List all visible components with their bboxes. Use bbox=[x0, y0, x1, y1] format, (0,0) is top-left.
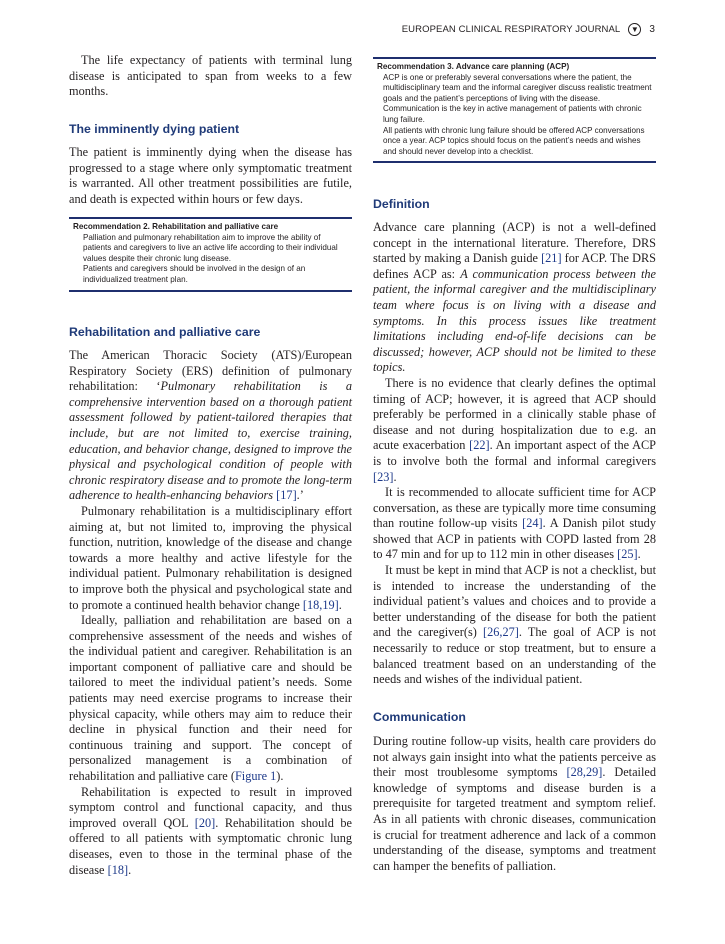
citation-link[interactable]: [25] bbox=[617, 547, 638, 562]
citation-link[interactable]: [20] bbox=[194, 815, 216, 830]
rehab-paragraph-2: Pulmonary rehabilitation is a multidisciplinary effort aiming at, but not limited to, improving the physical function, nutrition, knowledge of the disease and change towards a more healthy and active lifestyle for the individual patient. Pulmonary rehabilitation is designed to improve both the physical and psychological state and to promote a continued health behavior change [18,19]. bbox=[69, 503, 352, 612]
rehab-paragraph-1: The American Thoracic Society (ATS)/European Respiratory Society (ERS) definition of pulmonary rehabilitation: ‘Pulmonary rehabilitation is a comprehensive intervention based on a thorough patient assessment followed by patient-tailored therapies that include, but are not limited to, exercise training, education, and behavior change, designed to improve the physical and psychological condition of people with chronic respiratory disease and to promote the long-term adherence to health-enhancing behaviors [17].’ bbox=[69, 348, 352, 503]
citation-link[interactable]: [18,19] bbox=[302, 597, 339, 612]
citation-link[interactable]: [22] bbox=[469, 438, 490, 453]
recommendation-3-item: All patients with chronic lung failure should be offered ACP conversations once a year. ACP topics should focus on the patient’s needs and wishes and should never develop into a checklist. bbox=[383, 125, 645, 156]
recommendation-2-item: Palliation and pulmonary rehabilitation aim to improve the ability of patients and caregivers to live an active life according to their individual values despite their chronic lung disease. bbox=[83, 232, 338, 263]
citation-link[interactable]: [26,27] bbox=[483, 625, 519, 640]
intro-paragraph: The life expectancy of patients with terminal lung disease is anticipated to span from weeks to a few months. bbox=[69, 53, 352, 99]
communication-paragraph: During routine follow-up visits, health care providers do not always gain insight into what the patients perceive as their most troublesome symptoms [28,29]. Detailed knowledge of symptoms and disease burden is a prerequisite for targeted treatment and symptom relief. As in all patients with chronic diseases, communication is crucial for treatment adherence and lack of a common understanding of the disease, symptoms and treatment can hamper the benefits of palliation. bbox=[373, 734, 656, 873]
figure-link[interactable]: Figure 1 bbox=[234, 769, 277, 784]
rehab-body bbox=[69, 348, 352, 878]
running-header bbox=[402, 23, 655, 36]
citation-link[interactable]: [23] bbox=[373, 469, 394, 484]
journal-logo-icon: ▼ bbox=[628, 23, 641, 36]
journal-name: EUROPEAN CLINICAL RESPIRATORY JOURNAL bbox=[401, 24, 621, 35]
recommendation-2-box bbox=[69, 217, 352, 292]
section-heading-rehab: Rehabilitation and palliative care bbox=[69, 325, 261, 339]
dying-paragraph: The patient is imminently dying when the disease has progressed to a stage where only symptomatic treatment is warranted. All other treatment possibilities are futile, and death is expected within hours or few days. bbox=[69, 145, 352, 206]
citation-link[interactable]: [17] bbox=[276, 488, 297, 503]
citation-link[interactable]: [28,29] bbox=[566, 765, 603, 780]
definition-body bbox=[373, 220, 656, 688]
recommendation-3-item: Communication is the key in active management of patients with chronic lung failure. bbox=[383, 104, 642, 124]
rehab-paragraph-4: Rehabilitation is expected to result in improved symptom control and functional capacity, and thus improved overall QOL [20]. Rehabilitation should be offered to all patients with symptomatic chronic lung diseases, even to those in the terminal phase of the disease [18]. bbox=[69, 784, 352, 877]
recommendation-3-item: ACP is one or preferably several conversations where the patient, the multidisciplinary team and the informal caregiver discuss realistic treatment goals and the patient’s perceptions of living with the disease. bbox=[383, 72, 652, 103]
page-number: 3 bbox=[649, 24, 655, 35]
definition-paragraph-2: There is no evidence that clearly defines the optimal timing of ACP; however, it is agreed that ACP should preferably be performed in a clinically stable phase of disease and not during hospitalization due to e.g. an acute exacerbation [22]. An important aspect of the ACP is to involve both the formal and informal caregivers [23]. bbox=[373, 375, 657, 484]
section-heading-dying: The imminently dying patient bbox=[69, 122, 240, 136]
rehab-paragraph-3: Ideally, palliation and rehabilitation are based on a comprehensive assessment of the needs and wishes of the individual patient and caregiver. Rehabilitation is an important component of palliative care and should be tailored to meet the individual patient’s needs. Some patients may need exercise programs to increase their physical capacity, while others may aim to reduce their decline in physical function and their need for continuous training and support. The concept of personalized management is a combination of rehabilitation and palliative care (Figure 1). bbox=[69, 613, 352, 784]
citation-link[interactable]: [24] bbox=[522, 516, 543, 531]
definition-paragraph-4: It must be kept in mind that ACP is not a checklist, but is intended to increase the understanding of the individual patient’s values and choices and to provide a better understanding of the disease for both the patient and the caregiver(s) [26,27]. The goal of ACP is not necessarily to reduce or stop treatment, but to ensure a balanced treatment based on an understanding of the needs and wishes of the individual patient. bbox=[373, 563, 656, 687]
definition-paragraph-3: It is recommended to allocate sufficient time for ACP conversation, as these are typically more time consuming than routine follow-up visits [24]. A Danish pilot study showed that ACP in patients with COPD lasted from 28 to 47 min and for up to 112 min in other diseases [25]. bbox=[373, 485, 656, 562]
section-heading-communication: Communication bbox=[373, 710, 466, 724]
citation-link[interactable]: [21] bbox=[541, 251, 562, 266]
recommendation-3-box bbox=[373, 57, 656, 163]
recommendation-3-title: Recommendation 3. Advance care planning (ACP) bbox=[377, 62, 570, 71]
definition-paragraph-1: Advance care planning (ACP) is not a well-defined concept in the international literature. Therefore, DRS started by making a Danish guide [21] for ACP. The DRS defines ACP as: A communication process between the patient, the informal caregiver and the multidisciplinary team where focus is on living with a disease and symptoms. In this process issues like treatment limitations including end-of-life decisions can be discussed; however, ACP should not be limited to these topics. bbox=[373, 220, 657, 375]
section-heading-definition: Definition bbox=[373, 197, 430, 211]
citation-link[interactable]: [18] bbox=[107, 862, 129, 877]
recommendation-2-item: Patients and caregivers should be involved in the design of an individualized treatment plan. bbox=[83, 264, 306, 284]
recommendation-2-title: Recommendation 2. Rehabilitation and palliative care bbox=[73, 222, 279, 231]
